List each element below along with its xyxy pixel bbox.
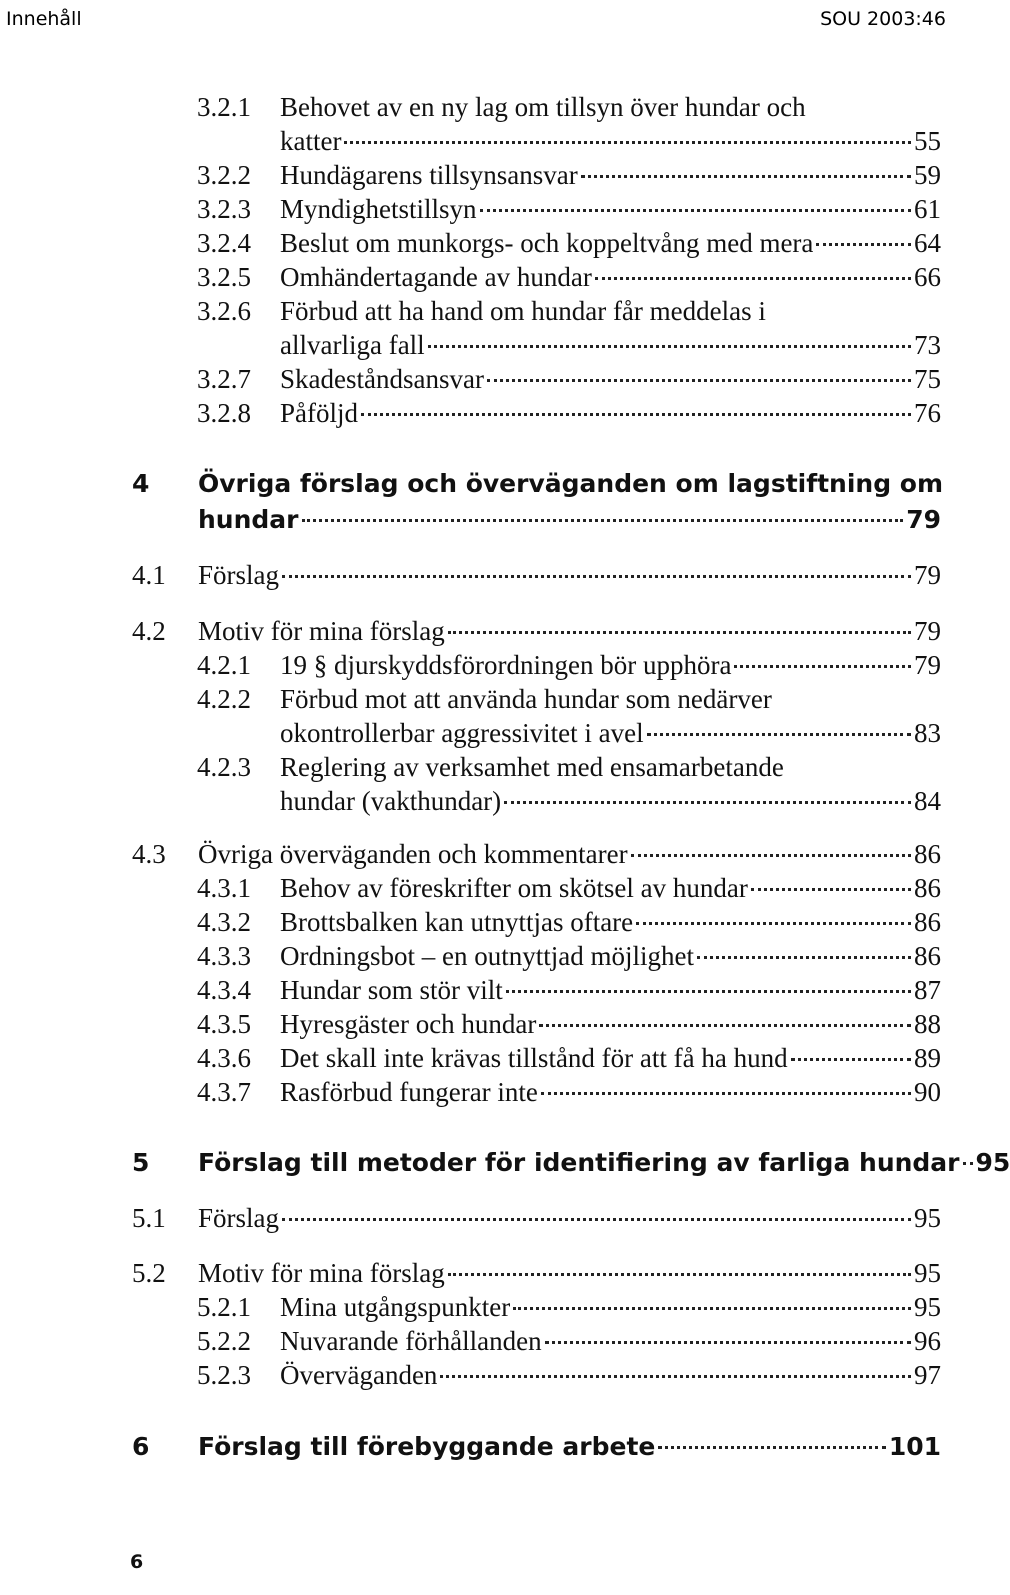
toc-entry[interactable] (197, 1358, 941, 1392)
toc-entry[interactable] (197, 682, 941, 716)
toc-entry[interactable] (197, 939, 941, 973)
toc-title: Omhändertagande av hundar (280, 262, 592, 292)
toc-number: 5.2.1 (197, 1292, 251, 1322)
toc-page: 95 (914, 1203, 941, 1233)
dot-leader (545, 1341, 911, 1344)
toc-number: 4.3.1 (197, 873, 251, 903)
toc-page: 95 (914, 1258, 941, 1288)
toc-number: 3.2.5 (197, 262, 251, 292)
toc-number: 3.2.3 (197, 194, 251, 224)
toc-entry[interactable] (197, 1324, 941, 1358)
toc-title: Nuvarande förhållanden (280, 1326, 542, 1356)
toc-page: 95 (914, 1292, 941, 1322)
toc-entry[interactable] (197, 192, 941, 226)
dot-leader (734, 665, 911, 668)
toc-page: 87 (914, 975, 941, 1005)
dot-leader (282, 575, 911, 578)
toc-title: Förslag till metoder för identifiering av farliga hundar (198, 1148, 960, 1177)
toc-title: Brottsbalken kan utnyttjas oftare (280, 907, 634, 937)
dot-leader (963, 1162, 973, 1165)
toc-number: 3.2.2 (197, 160, 251, 190)
toc-chapter-entry[interactable] (132, 1430, 941, 1464)
toc-page: 59 (914, 160, 941, 190)
toc-page: 96 (914, 1326, 941, 1356)
toc-entry[interactable] (197, 973, 941, 1007)
toc-number: 4.2.1 (197, 650, 251, 680)
toc-entry[interactable] (197, 226, 941, 260)
toc-entry[interactable] (197, 260, 941, 294)
toc-page: 83 (914, 718, 941, 748)
toc-entry[interactable] (197, 648, 941, 682)
dot-leader (344, 141, 911, 144)
toc-title: 19 § djurskyddsförordningen bör upphöra (280, 650, 732, 680)
toc-title: Förslag (198, 1203, 279, 1233)
toc-title: Övriga överväganden och kommentarer (198, 839, 628, 869)
toc-number: 4 (132, 469, 150, 498)
toc-page: 66 (914, 262, 941, 292)
toc-entry-continuation[interactable] (280, 328, 941, 362)
toc-page: 88 (914, 1009, 941, 1039)
dot-leader (658, 1446, 885, 1449)
dot-leader (631, 854, 911, 857)
toc-number: 5.2.3 (197, 1360, 251, 1390)
dot-leader (647, 733, 911, 736)
toc-title: Reglering av verksamhet med ensamarbetande (280, 752, 784, 782)
toc-number: 4.2.2 (197, 684, 251, 714)
toc-entry[interactable] (197, 1075, 941, 1109)
toc-title: Hyresgäster och hundar (280, 1009, 537, 1039)
toc-chapter-entry[interactable] (132, 1146, 1010, 1180)
toc-entry[interactable] (197, 905, 941, 939)
toc-page: 86 (914, 839, 941, 869)
toc-number: 4.3.3 (197, 941, 251, 971)
dot-leader (487, 379, 911, 382)
toc-number: 4.3.2 (197, 907, 251, 937)
toc-page: 75 (914, 364, 941, 394)
toc-title: Ordningsbot – en outnyttjad möjlighet (280, 941, 694, 971)
page-number: 6 (130, 1551, 144, 1573)
toc-entry[interactable] (197, 1007, 941, 1041)
toc-page: 86 (914, 873, 941, 903)
toc-page: 97 (914, 1360, 941, 1390)
toc-number: 4.2 (132, 616, 166, 646)
toc-title: Behov av föreskrifter om skötsel av hundar (280, 873, 748, 903)
toc-page: 95 (975, 1148, 1010, 1177)
toc-entry[interactable] (197, 90, 941, 124)
toc-number: 5.1 (132, 1203, 166, 1233)
toc-title: Myndighetstillsyn (280, 194, 477, 224)
toc-entry-continuation[interactable] (280, 124, 941, 158)
toc-title: Hundägarens tillsynsansvar (280, 160, 578, 190)
dot-leader (448, 631, 911, 634)
toc-page: 86 (914, 907, 941, 937)
toc-number: 5.2.2 (197, 1326, 251, 1356)
toc-section-entry[interactable] (132, 1256, 941, 1290)
dot-leader (448, 1273, 911, 1276)
toc-entry[interactable] (197, 750, 941, 784)
toc-number: 4.2.3 (197, 752, 251, 782)
dot-leader (302, 519, 904, 522)
toc-chapter-continuation[interactable] (198, 503, 941, 537)
toc-entry[interactable] (197, 1290, 941, 1324)
toc-section-entry[interactable] (132, 837, 941, 871)
toc-title: Övriga förslag och överväganden om lagstiftning om (198, 469, 944, 498)
toc-page: 89 (914, 1043, 941, 1073)
toc-number: 4.3.5 (197, 1009, 251, 1039)
toc-page: 86 (914, 941, 941, 971)
toc-title: Det skall inte krävas tillstånd för att få ha hund (280, 1043, 788, 1073)
toc-page: 90 (914, 1077, 941, 1107)
dot-leader (791, 1058, 911, 1061)
dot-leader (541, 1092, 911, 1095)
toc-title: Förbud mot att använda hundar som nedärver (280, 684, 772, 714)
running-header-report-id: SOU 2003:46 (820, 8, 946, 30)
toc-number: 3.2.6 (197, 296, 251, 326)
dot-leader (636, 922, 911, 925)
dot-leader (440, 1375, 911, 1378)
toc-page: 84 (914, 786, 941, 816)
dot-leader (581, 175, 911, 178)
dot-leader (539, 1024, 911, 1027)
toc-number: 3.2.7 (197, 364, 251, 394)
toc-page: 61 (914, 194, 941, 224)
toc-title: Förslag till förebyggande arbete (198, 1432, 656, 1461)
toc-page: 64 (914, 228, 941, 258)
toc-entry[interactable] (197, 871, 941, 905)
dot-leader (751, 888, 911, 891)
toc-title: Mina utgångspunkter (280, 1292, 511, 1322)
toc-number: 4.3.4 (197, 975, 251, 1005)
toc-page: 73 (914, 330, 941, 360)
toc-entry[interactable] (197, 396, 941, 430)
toc-title: allvarliga fall (280, 330, 425, 360)
toc-page: 101 (888, 1432, 941, 1461)
toc-title: okontrollerbar aggressivitet i avel (280, 718, 644, 748)
toc-section-entry[interactable] (132, 558, 941, 592)
toc-number: 5.2 (132, 1258, 166, 1288)
toc-title: Motiv för mina förslag (198, 616, 445, 646)
toc-entry-continuation[interactable] (280, 716, 941, 750)
toc-number: 3.2.8 (197, 398, 251, 428)
dot-leader (595, 277, 911, 280)
toc-title: Förslag (198, 560, 279, 590)
toc-number: 6 (132, 1432, 150, 1461)
dot-leader (504, 801, 911, 804)
toc-page: 79 (914, 616, 941, 646)
toc-title: Beslut om munkorgs- och koppeltvång med mera (280, 228, 814, 258)
toc-entry-continuation[interactable] (280, 784, 941, 818)
toc-chapter-entry[interactable] (132, 467, 944, 501)
dot-leader (428, 345, 911, 348)
toc-page: 79 (914, 560, 941, 590)
toc-title: Behovet av en ny lag om tillsyn över hundar och (280, 92, 806, 122)
toc-number: 3.2.1 (197, 92, 251, 122)
dot-leader (816, 243, 911, 246)
toc-entry[interactable] (197, 294, 941, 328)
toc-number: 4.3 (132, 839, 166, 869)
toc-number: 3.2.4 (197, 228, 251, 258)
toc-title: hundar (vakthundar) (280, 786, 502, 816)
toc-entry[interactable] (197, 362, 941, 396)
dot-leader (480, 209, 911, 212)
toc-title: Förbud att ha hand om hundar får meddelas i (280, 296, 766, 326)
running-header-section: Innehåll (6, 8, 82, 30)
toc-number: 4.3.6 (197, 1043, 251, 1073)
toc-page: 79 (914, 650, 941, 680)
toc-number: 4.1 (132, 560, 166, 590)
toc-title: Motiv för mina förslag (198, 1258, 445, 1288)
toc-title: Hundar som stör vilt (280, 975, 503, 1005)
toc-title: katter (280, 126, 342, 156)
toc-title: Påföljd (280, 398, 358, 428)
toc-title: Överväganden (280, 1360, 438, 1390)
toc-entry[interactable] (197, 158, 941, 192)
toc-section-entry[interactable] (132, 614, 941, 648)
dot-leader (361, 413, 911, 416)
toc-page: 79 (906, 505, 941, 534)
toc-title: Skadeståndsansvar (280, 364, 484, 394)
toc-section-entry[interactable] (132, 1201, 941, 1235)
toc-page: 76 (914, 398, 941, 428)
dot-leader (513, 1307, 911, 1310)
dot-leader (282, 1218, 911, 1221)
toc-page: 55 (914, 126, 941, 156)
toc-number: 5 (132, 1148, 150, 1177)
toc-title: Rasförbud fungerar inte (280, 1077, 538, 1107)
toc-number: 4.3.7 (197, 1077, 251, 1107)
dot-leader (506, 990, 911, 993)
toc-title: hundar (198, 505, 299, 534)
toc-entry[interactable] (197, 1041, 941, 1075)
dot-leader (697, 956, 911, 959)
